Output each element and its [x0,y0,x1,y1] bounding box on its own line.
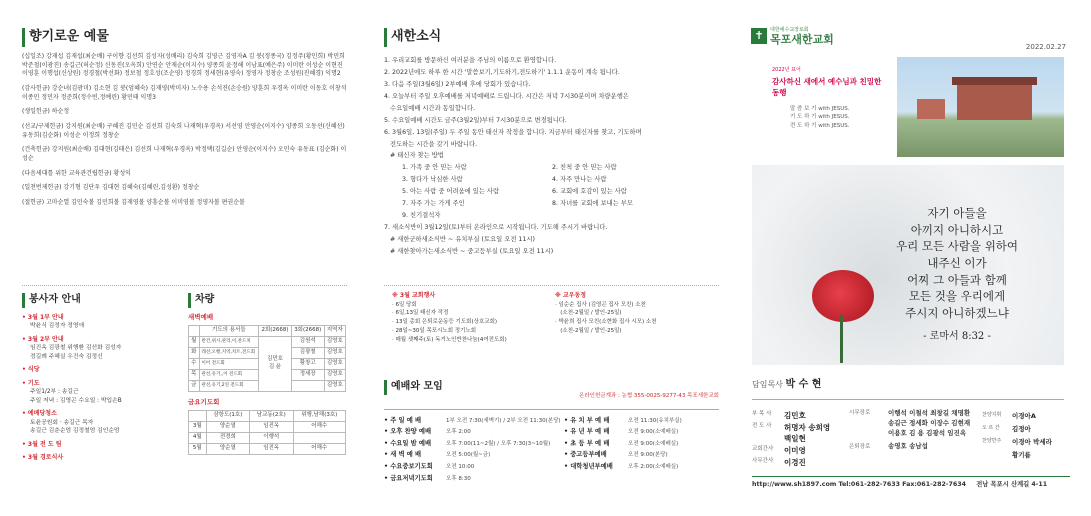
worship-time: 오후 2:00 [446,429,471,436]
worship-name: • 중고등부예배 [564,451,607,459]
news-item: # 새한찾아가는새소식반 ~ 중고등부실 (토요일 오전 11시) [384,248,554,256]
news-item: 5. 수요일예배 시간도 금주(3월2일)부터 7시30분으로 변경됩니다. [384,116,567,124]
table-cell: 화 [189,347,200,358]
verse-ref: - 로마서 8:32 - [923,331,991,342]
honor-role: 찬양반주 [982,438,1002,444]
worship-row [564,426,682,438]
verse-line: 자기 아들을 [927,206,987,220]
retired: 송영호 송남섭 [888,442,928,450]
worship-name: • 수요일 밤 예배 [384,439,432,447]
honor-row [982,449,1064,462]
honor-row [982,423,1064,436]
offering-title: 향기로운 예물 [22,28,347,47]
honor-role: 찬양지휘 [982,412,1002,418]
footer-address: 전남 목포시 산계길 4-11 [976,481,1048,488]
offering-paragraph: (십일조) 강재섭 김재섭(최순배) 구이향 김선희 김성자(성배리) 김숙희 김영근 김영자A 김 붕(정종국) 김정주(황민희) 박민희 박준철(이광진) 송길근(허순정) 신동진(오옥희) 안연순 안재순(이지수) 양종희 윤정해 이남표(예은주) 이미란 이성순 이현진 이영훈 이행섭(신상원) 정경철(박선화) 정보철 정호성(조순영) 정경희 정세현(유영숙) 정영자 정창순 조성원(진혜경) 익명2 [22,52,345,78]
method-item: 1. 가족 중 안 믿는 사람 [402,164,467,172]
worship-time: 오전 10:00 [446,464,475,470]
servant-heading: • 3월 전 도 팀 [22,440,62,448]
motto-line: 기 도 하 기 with JESUS. [790,114,850,121]
method-item: 7. 자주 가는 가게 주인 [402,200,465,208]
servant-line: 토윤공원회 · 송길근 목자 [30,419,94,426]
motto-year: 2022년 표어 [772,67,801,73]
news-section [384,28,719,258]
method-item: 9. 친기결석자 [402,212,441,220]
worship-time: 오후 8:30 [446,475,471,482]
event-item: · 13일 총회 은퇴로운동등 기도회(상호교회) [392,319,498,326]
table-cell: 수 [189,358,200,369]
staff-row [752,457,847,469]
offering-paragraph: (선교/구제헌금) 강지원(최순배) 구혜진 김민순 김선희 김숙희 나재혁(우경옥) 서선영 안영순(이지수) 양종희 오동선(신혜선) 유동희(김순화) 이성순 이정희 정창순 [22,122,345,139]
table-cell: 김영호 [324,358,345,369]
ministry-box [555,292,715,336]
bulletin-date: 2022.02.27 [1025,43,1066,51]
methods-right [552,162,633,222]
table-cell: 4월 [189,433,207,444]
staff-role: 사무간사 [752,457,774,464]
table-cell: 전경희 [206,433,249,444]
table-cell: 이어 전드회 [199,358,259,369]
worship-name: • 금요저녁기도회 [384,474,433,482]
honor-row [982,410,1064,423]
news-item: # 태신자 찾는 방법 [384,152,444,160]
table-header: 기도의 용서들 [199,325,259,336]
honor-role [982,449,1012,462]
servant-line: 주일1/2부 : 송길근 [30,389,79,396]
honor-name: 이경아 박세라 [1012,438,1052,446]
news-item: 7. 새소식반이 3월12일(토)부터 온라인으로 시작됩니다. 기도해 주시기 바랍니다. [384,224,608,232]
table-cell: 레선,오빵,지역,치트,전드회 [199,347,259,358]
table-row [189,433,346,444]
offering-paragraph: (다음세대를 위한 교육관건립헌금) 황성익 [22,169,131,177]
table-cell: 김광철 [291,347,324,358]
events-title: ※ 3월 교회행사 [392,292,436,299]
staff-role: 전 도 사 [752,422,772,429]
table-cell: 어해수 [293,422,346,433]
table-cell: 김영호 [324,369,345,380]
cell [189,325,200,336]
table-cell [291,380,324,391]
table-cell: 김민호 김 윤 [259,336,292,391]
worship-time: 오전 11:30(유치부실) [628,417,682,424]
worship-title: 예배와 모임 [384,380,719,395]
servant-line: 임진옥 김광철 위행환 김선화 김성자 [30,345,122,352]
church-name: 목포새한교회 [770,33,834,47]
cover [751,27,1066,51]
pastor-label: 담임목사 [752,380,783,389]
table-header: 삼항도(1호) [206,411,249,422]
staff-section [752,378,1064,467]
divider [384,285,719,286]
table-cell: 정세장 [291,369,324,380]
verse-line: 어찌 그 아들과 함께 [907,272,1007,287]
account: 온라인헌금계좌 : 농협 355-0025-9277-43 목포새한교회 [579,393,719,399]
footer [752,476,1070,489]
table-cell: 관선,유기,2연 전드회 [199,380,259,391]
worship-name: • 초 등 부 예 배 [564,439,610,447]
worship-name: • 수요중보기도회 [384,463,433,470]
worship-row [384,415,564,427]
news-item: 1. 우리교회를 방문하신 여러분을 주님의 이름으로 환영합니다. [384,56,557,64]
ministry-item: · 박윤희 집사 모친(소현화 집사 시모) 소천 [555,319,657,326]
ministry-item: (소천-2월일 / 발인-25일) [555,328,622,335]
vehicle-sub1: 새벽예배 [188,312,214,321]
verse-line: 모든 것을 우리에게 [908,289,1006,304]
servant-heading: • 3월 2부 안내 [22,335,64,343]
honor-role: 오 르 간 [982,425,1000,431]
staff-name: 김민호 [784,411,806,420]
table-cell: 금 [189,380,200,391]
pastor-name: 박 수 현 [785,379,822,390]
staff-name: 이미영 [784,445,806,455]
worship-time: 오후 7:00(11~2월) / 오후 7:30(3~10월) [446,440,551,447]
method-item: 6. 교회에 호감이 있는 사람 [552,188,627,196]
offering-list [22,53,347,208]
offering-paragraph: (감사헌금) 강순녀(김광미) 김소현 김 붕(엄혜숙) 김재영(박미자) 노수용 손석진(손승원) 양훈희 우경옥 이미란 이동호 이창석 이종민 정민자 정준희(정수빈,정예린) 황민태 익명3 [22,84,347,101]
honor-name: 김정아 [1012,425,1031,433]
event-item: · 6일,13일 태신자 작정 [392,310,449,317]
worship-row [384,438,564,450]
servant-line: 송길근 김춘순엄 김정철엄 김인순엄 [30,428,120,435]
news-item: 전도하는 시간을 갖기 바랍니다. [384,140,478,148]
worship-time: 1부 오전 7:30(새벽기) / 2부 오전 11:30(본당) [446,417,561,424]
servants-section [22,293,172,463]
event-item: · 28일~30일 목포시노회 정기노회 [392,328,477,335]
worship-name: • 유 년 부 예 배 [564,428,610,436]
honor-row [982,436,1064,449]
table-header: 남교동(2호) [250,411,293,422]
news-list [384,55,719,163]
table-cell: 양순열 [206,422,249,433]
table-cell: 임진옥 [250,422,293,433]
cross-icon: ✝ [751,28,767,44]
table-header: 2회(2668) [259,325,292,336]
divider [22,285,347,286]
servant-heading: • 기도 [22,379,40,387]
worship-row [564,461,682,473]
staff-row [752,433,847,445]
news-item: 수요일예배 시간과 동일합니다. [384,104,476,112]
worship-row [564,449,682,461]
motto-line: 전 도 하 기 with JESUS. [790,122,850,129]
staff-row [752,445,847,457]
table-cell: 3월 [189,422,207,433]
servants-title: 봉사자 안내 [22,293,172,308]
news-title: 새한소식 [384,28,719,47]
motto-line: 말 씀 보 기 with JESUS. [790,106,850,112]
motto-banner [752,57,1064,157]
servant-heading: • 3월 경로식사 [22,454,64,462]
worship-time: 오전 9:00(본당) [628,452,668,459]
news-item: 2. 2022년에도 하루 한 시간 '말씀보기,기도하기,전도하기' 1.1.1 운동이 계속 됩니다. [384,68,620,76]
worship-name: • 오후 찬양 예배 [384,428,432,436]
worship-time: 오후 2:00(소예배실) [628,464,679,470]
table-row [189,444,346,455]
table-cell [293,433,346,444]
worship-time: 오전 9:00(소예배실) [628,429,679,436]
worship-row [384,461,564,473]
staff-role [752,433,784,445]
verse-line: 주시지 아니하겠느냐 [905,306,1009,321]
ministry-item: · 임순순 집사 (김영곤 집사 모친) 소천 [555,301,646,308]
staff-row [752,422,847,434]
footer-contact[interactable]: http://www.sh1897.com Tel:061-282-7633 Fax:061-282-7634 [752,481,966,488]
motto-main: 감사하신 새에서 예수님과 친밀한 동행 [772,77,882,97]
servant-heading: • 3월 1부 안내 [22,313,64,321]
staff-role: 부 목 사 [752,411,772,417]
staff-list [752,410,847,468]
servant-line: 박윤식 김정자 정영애 [30,323,85,330]
staff-name: 백일현 [784,434,806,444]
table-row [189,422,346,433]
news-list-2 [384,222,719,258]
offering-paragraph: (생일헌금) 하순정 [22,108,70,116]
offering-section [22,28,347,214]
verse-text [857,205,1057,322]
table-cell: 양순열 [206,444,249,455]
motto-lines [790,105,850,130]
worship-row [384,449,564,461]
servant-line: 주일 저녁 : 김영곤 수요일 : 박입손B [30,397,122,404]
worship-section [384,380,719,484]
worship-name: • 유 치 부 예 배 [564,416,610,424]
church-photo [897,57,1064,157]
staff-role: 교회간사 [752,445,774,452]
worship-time: 오전 5:00(월~금) [446,452,491,459]
elders: 이행석 이철석 최창길 채명환 송길근 정세화 이장수 김현재 이용호 김 용 김광석 임진옥 [888,409,971,438]
worship-name: • 주 일 예 배 [384,416,422,424]
vehicle-title: 차량 [188,293,348,308]
denomination: 대한예수교장로회 [770,27,809,33]
ministry-title: ※ 교우동정 [555,292,587,299]
friday-table [188,410,346,455]
worship-row [564,415,682,427]
method-item: 2. 친척 중 안 믿는 사람 [552,164,617,172]
ministry-item: (소천-2월일 / 발인-25일) [555,310,622,317]
verse-line: 아끼지 아니하시고 [910,222,1004,237]
music-staff [982,410,1064,462]
table-header [189,411,207,422]
servant-line: 정길례 주혜실 우진숙 김정신 [30,353,103,360]
verse-line: 우리 모든 사람을 위하여 [895,239,1019,254]
worship-left [384,415,564,485]
table-cell: 어해수 [293,444,346,455]
method-item: 5. 아는 사람 중 어려움에 있는 사람 [402,188,500,196]
table-cell: 월 [189,336,200,347]
staff-row [752,410,847,422]
worship-name: • 대학청년부예배 [564,463,613,470]
events-list [392,301,552,345]
events-box [392,292,552,345]
table-cell: 반건,위시,관리,이,찬드치 [199,336,259,347]
servant-heading: • 예배당청소 [22,410,57,418]
table-cell: 이행석 [250,433,293,444]
vehicle-table [188,325,346,392]
honor-name: 이경아A [1012,412,1036,420]
ministry-list [555,301,715,336]
worship-row [384,473,564,485]
verse-image [752,165,1064,365]
table-cell: 황창고 [291,358,324,369]
worship-row [564,438,682,450]
news-item: 4. 오늘부터 주일 오후예배를 저녁예배로 드립니다. 시간은 저녁 7시30분이며 차량운행은 [384,92,629,100]
method-item: 8. 자녀를 교회에 보내는 부모 [552,200,633,208]
vehicle-section [188,293,348,455]
table-cell: 관선,유기,,이 전드회 [199,369,259,380]
verse-line: 내주신 이가 [927,256,987,271]
staff-name: 허명자 송희영 [784,422,831,432]
servant-heading: • 식당 [22,366,40,374]
table-cell: 김영호 [324,336,345,347]
honor-name: 황기름 [1012,451,1031,459]
methods-left [402,162,552,222]
vehicle-sub2: 금요기도회 [188,397,220,406]
table-cell: 김영호 [324,347,345,358]
elders-label: 시무장로 [849,410,871,416]
table-cell: 목 [189,369,200,380]
event-item: · 매월 셋째주(토) 독거노인반찬나눔(4여전도회) [392,336,507,343]
worship-name: • 새 벽 예 배 [384,451,422,459]
offering-paragraph: (건축헌금) 강지원(최순배) 김대현(김태은) 김선희 나재혁(우경옥) 박정택(김길순) 안영순(이지수) 오민숙 유동표 (김순화) 이성순 [22,146,347,163]
worship-row [384,426,564,438]
worship-right [564,415,682,485]
table-cell: 김원석 [291,336,324,347]
table-row [189,336,346,347]
staff-name: 이경진 [784,457,806,467]
table-cell: 임진옥 [250,444,293,455]
news-item: 3. 다음 주일(3월6일) 2부예배 후에 당회가 있습니다. [384,80,531,88]
table-header: 3회(2668) [291,325,324,336]
table-header: 위행,남해(3호) [293,411,346,422]
servants-list [22,314,172,464]
offering-paragraph: (일천번제헌금) 강기형 김단우 김대현 김혜숙(김혜린,김성환) 정창순 [22,184,200,192]
news-item: # 새한군하새소식반 ~ 유치부실 (토요일 오전 11시) [384,236,535,244]
news-item: 6. 3월6일, 13일(주일) 두 주일 동안 태신자 작정을 합니다. 지금부터 태신자를 찾고, 기도하며 [384,128,642,136]
table-cell: 5월 [189,444,207,455]
offering-paragraph: (절헌금) 고마순열 김민숙볼 김민희볼 김재영볼 양흥순볼 이미영볼 정영자볼 편권순볼 [22,199,245,207]
table-cell: 김영호 [324,380,345,391]
table-header: 지역자 [324,325,345,336]
retired-label: 은퇴장로 [849,444,871,450]
method-item: 3. 형다가 낙심한 사람 [402,176,463,184]
event-item: · 6일 당회 [392,301,417,308]
worship-time: 오전 9:00(소예배실) [628,440,679,447]
method-item: 4. 자주 만나는 사람 [552,176,607,184]
